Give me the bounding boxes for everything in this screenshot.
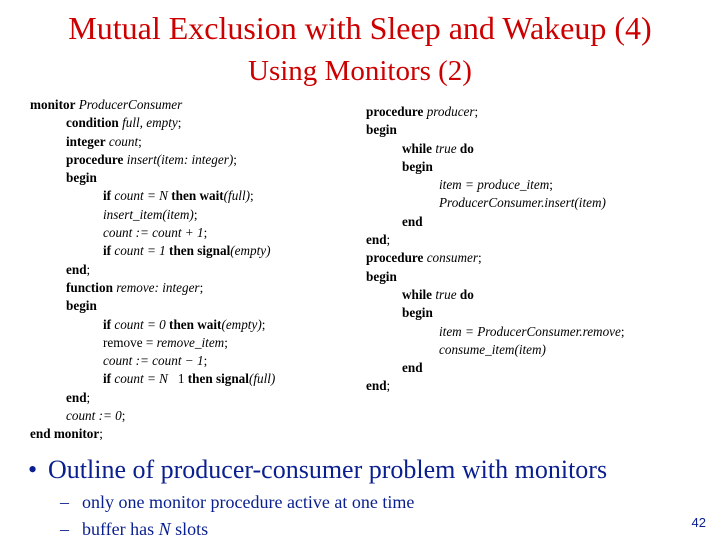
- code-line: procedure producer;: [366, 104, 479, 119]
- keyword: then signal: [169, 243, 231, 259]
- keyword: do: [459, 286, 474, 302]
- keyword: do: [459, 140, 474, 156]
- producer-consumer-code-block: [366, 103, 625, 396]
- keyword: if: [103, 243, 112, 259]
- keyword: begin: [402, 158, 433, 174]
- code-line: count := count − 1;: [103, 353, 208, 369]
- code-line: [366, 140, 625, 158]
- keyword: end: [366, 232, 387, 248]
- statement: ProducerConsumer.insert(item): [439, 195, 606, 211]
- expression: count = 0: [114, 316, 166, 332]
- keyword: procedure: [66, 151, 124, 167]
- code-line: integer count;: [66, 133, 142, 149]
- code-line: end;: [66, 261, 91, 277]
- code-line: [30, 96, 275, 114]
- bullet-icon: •: [28, 455, 38, 484]
- keyword: end: [66, 389, 87, 405]
- code-line: [366, 158, 625, 176]
- keyword: begin: [402, 305, 433, 321]
- expression: count = 1: [114, 243, 166, 259]
- code-line: [366, 359, 625, 377]
- main-bullet: [28, 453, 607, 487]
- code-line: [366, 286, 625, 304]
- identifier: count: [108, 133, 139, 149]
- code-line: [366, 341, 625, 359]
- code-line: [366, 213, 625, 231]
- statement: count := count + 1: [103, 225, 204, 241]
- code-line: if count = N then wait(full);: [103, 188, 254, 204]
- code-line: [30, 242, 275, 260]
- code-line: end monitor;: [30, 426, 103, 442]
- code-line: [366, 194, 625, 212]
- identifier: consumer: [426, 250, 478, 266]
- dash-icon: –: [60, 492, 69, 512]
- sub-bullet-text: buffer has: [82, 519, 159, 539]
- keyword: procedure: [366, 250, 424, 266]
- keyword: function: [66, 279, 113, 295]
- identifier: ProducerConsumer: [78, 97, 183, 112]
- identifier: true: [435, 140, 457, 156]
- code-line: end;: [366, 232, 391, 248]
- keyword: begin: [66, 298, 97, 314]
- identifier: remove_item: [156, 334, 225, 350]
- slide-title: Mutual Exclusion with Sleep and Wakeup (4): [68, 10, 652, 46]
- code-line: end;: [66, 389, 91, 405]
- keyword: begin: [66, 170, 97, 186]
- sub-bullet-text: slots: [170, 519, 209, 539]
- keyword: integer: [66, 133, 106, 149]
- keyword: while: [402, 140, 433, 156]
- identifier: producer: [426, 104, 475, 119]
- identifier: (empty): [221, 316, 262, 332]
- code-line: [30, 370, 275, 388]
- code-line: [366, 268, 625, 286]
- keyword: if: [103, 371, 112, 387]
- keyword: then wait: [171, 188, 224, 204]
- dash-icon: –: [60, 519, 69, 539]
- code-line: count := count + 1;: [103, 225, 208, 241]
- identifier: true: [435, 286, 457, 302]
- identifier: (empty): [230, 243, 271, 259]
- identifier: remove: integer: [116, 279, 200, 295]
- code-line: [30, 169, 275, 187]
- identifier: insert(item: integer): [126, 151, 234, 167]
- page-number: 42: [691, 515, 706, 530]
- code-line: [30, 297, 275, 315]
- keyword: begin: [366, 268, 397, 284]
- code-line: function remove: integer;: [66, 279, 204, 295]
- expression: 1: [177, 371, 185, 387]
- statement: count := count − 1: [103, 353, 204, 369]
- keyword: if: [103, 188, 112, 204]
- statement: insert_item(item): [103, 206, 194, 222]
- code-line: condition full, empty;: [66, 115, 182, 131]
- sub-bullet: [60, 491, 414, 513]
- identifier: full, empty: [122, 115, 178, 131]
- keyword: condition: [66, 115, 119, 131]
- code-line: count := 0;: [66, 408, 126, 424]
- code-line: procedure consumer;: [366, 250, 482, 266]
- code-line: [366, 121, 625, 139]
- code-line: remove = remove_item;: [103, 334, 228, 350]
- code-line: if count = 0 then wait(empty);: [103, 316, 266, 332]
- monitor-code-block: [30, 96, 275, 444]
- statement: remove =: [103, 334, 157, 350]
- keyword: end: [366, 378, 387, 394]
- sub-bullet-text: only one monitor procedure active at one time: [82, 492, 415, 512]
- keyword: then signal: [187, 371, 249, 387]
- keyword: begin: [366, 122, 397, 138]
- keyword: then wait: [169, 316, 222, 332]
- code-line: insert_item(item);: [103, 206, 198, 222]
- statement: count := 0: [66, 408, 122, 424]
- keyword: if: [103, 316, 112, 332]
- keyword: while: [402, 286, 433, 302]
- code-line: end;: [366, 378, 391, 394]
- statement: consume_item(item): [439, 341, 546, 357]
- expression: count = N: [114, 188, 168, 204]
- keyword: monitor: [30, 97, 76, 112]
- statement: item = produce_item: [439, 177, 550, 193]
- sub-bullet-variable: N: [158, 519, 171, 539]
- slide-subtitle: Using Monitors (2): [248, 55, 472, 87]
- keyword: end: [402, 213, 423, 229]
- keyword: procedure: [366, 104, 424, 119]
- expression: count = N: [114, 371, 168, 387]
- identifier: (full): [223, 188, 251, 204]
- code-line: [366, 304, 625, 322]
- code-line: item = ProducerConsumer.remove;: [439, 323, 625, 339]
- keyword: end: [402, 360, 423, 376]
- main-bullet-text: Outline of producer-consumer problem with monitors: [48, 455, 608, 484]
- keyword: end: [66, 261, 87, 277]
- sub-bullet: [60, 518, 208, 540]
- code-line: item = produce_item;: [439, 177, 553, 193]
- keyword: end monitor: [30, 426, 100, 442]
- identifier: (full): [248, 371, 276, 387]
- statement: item = ProducerConsumer.remove: [439, 323, 621, 339]
- code-line: procedure insert(item: integer);: [66, 151, 237, 167]
